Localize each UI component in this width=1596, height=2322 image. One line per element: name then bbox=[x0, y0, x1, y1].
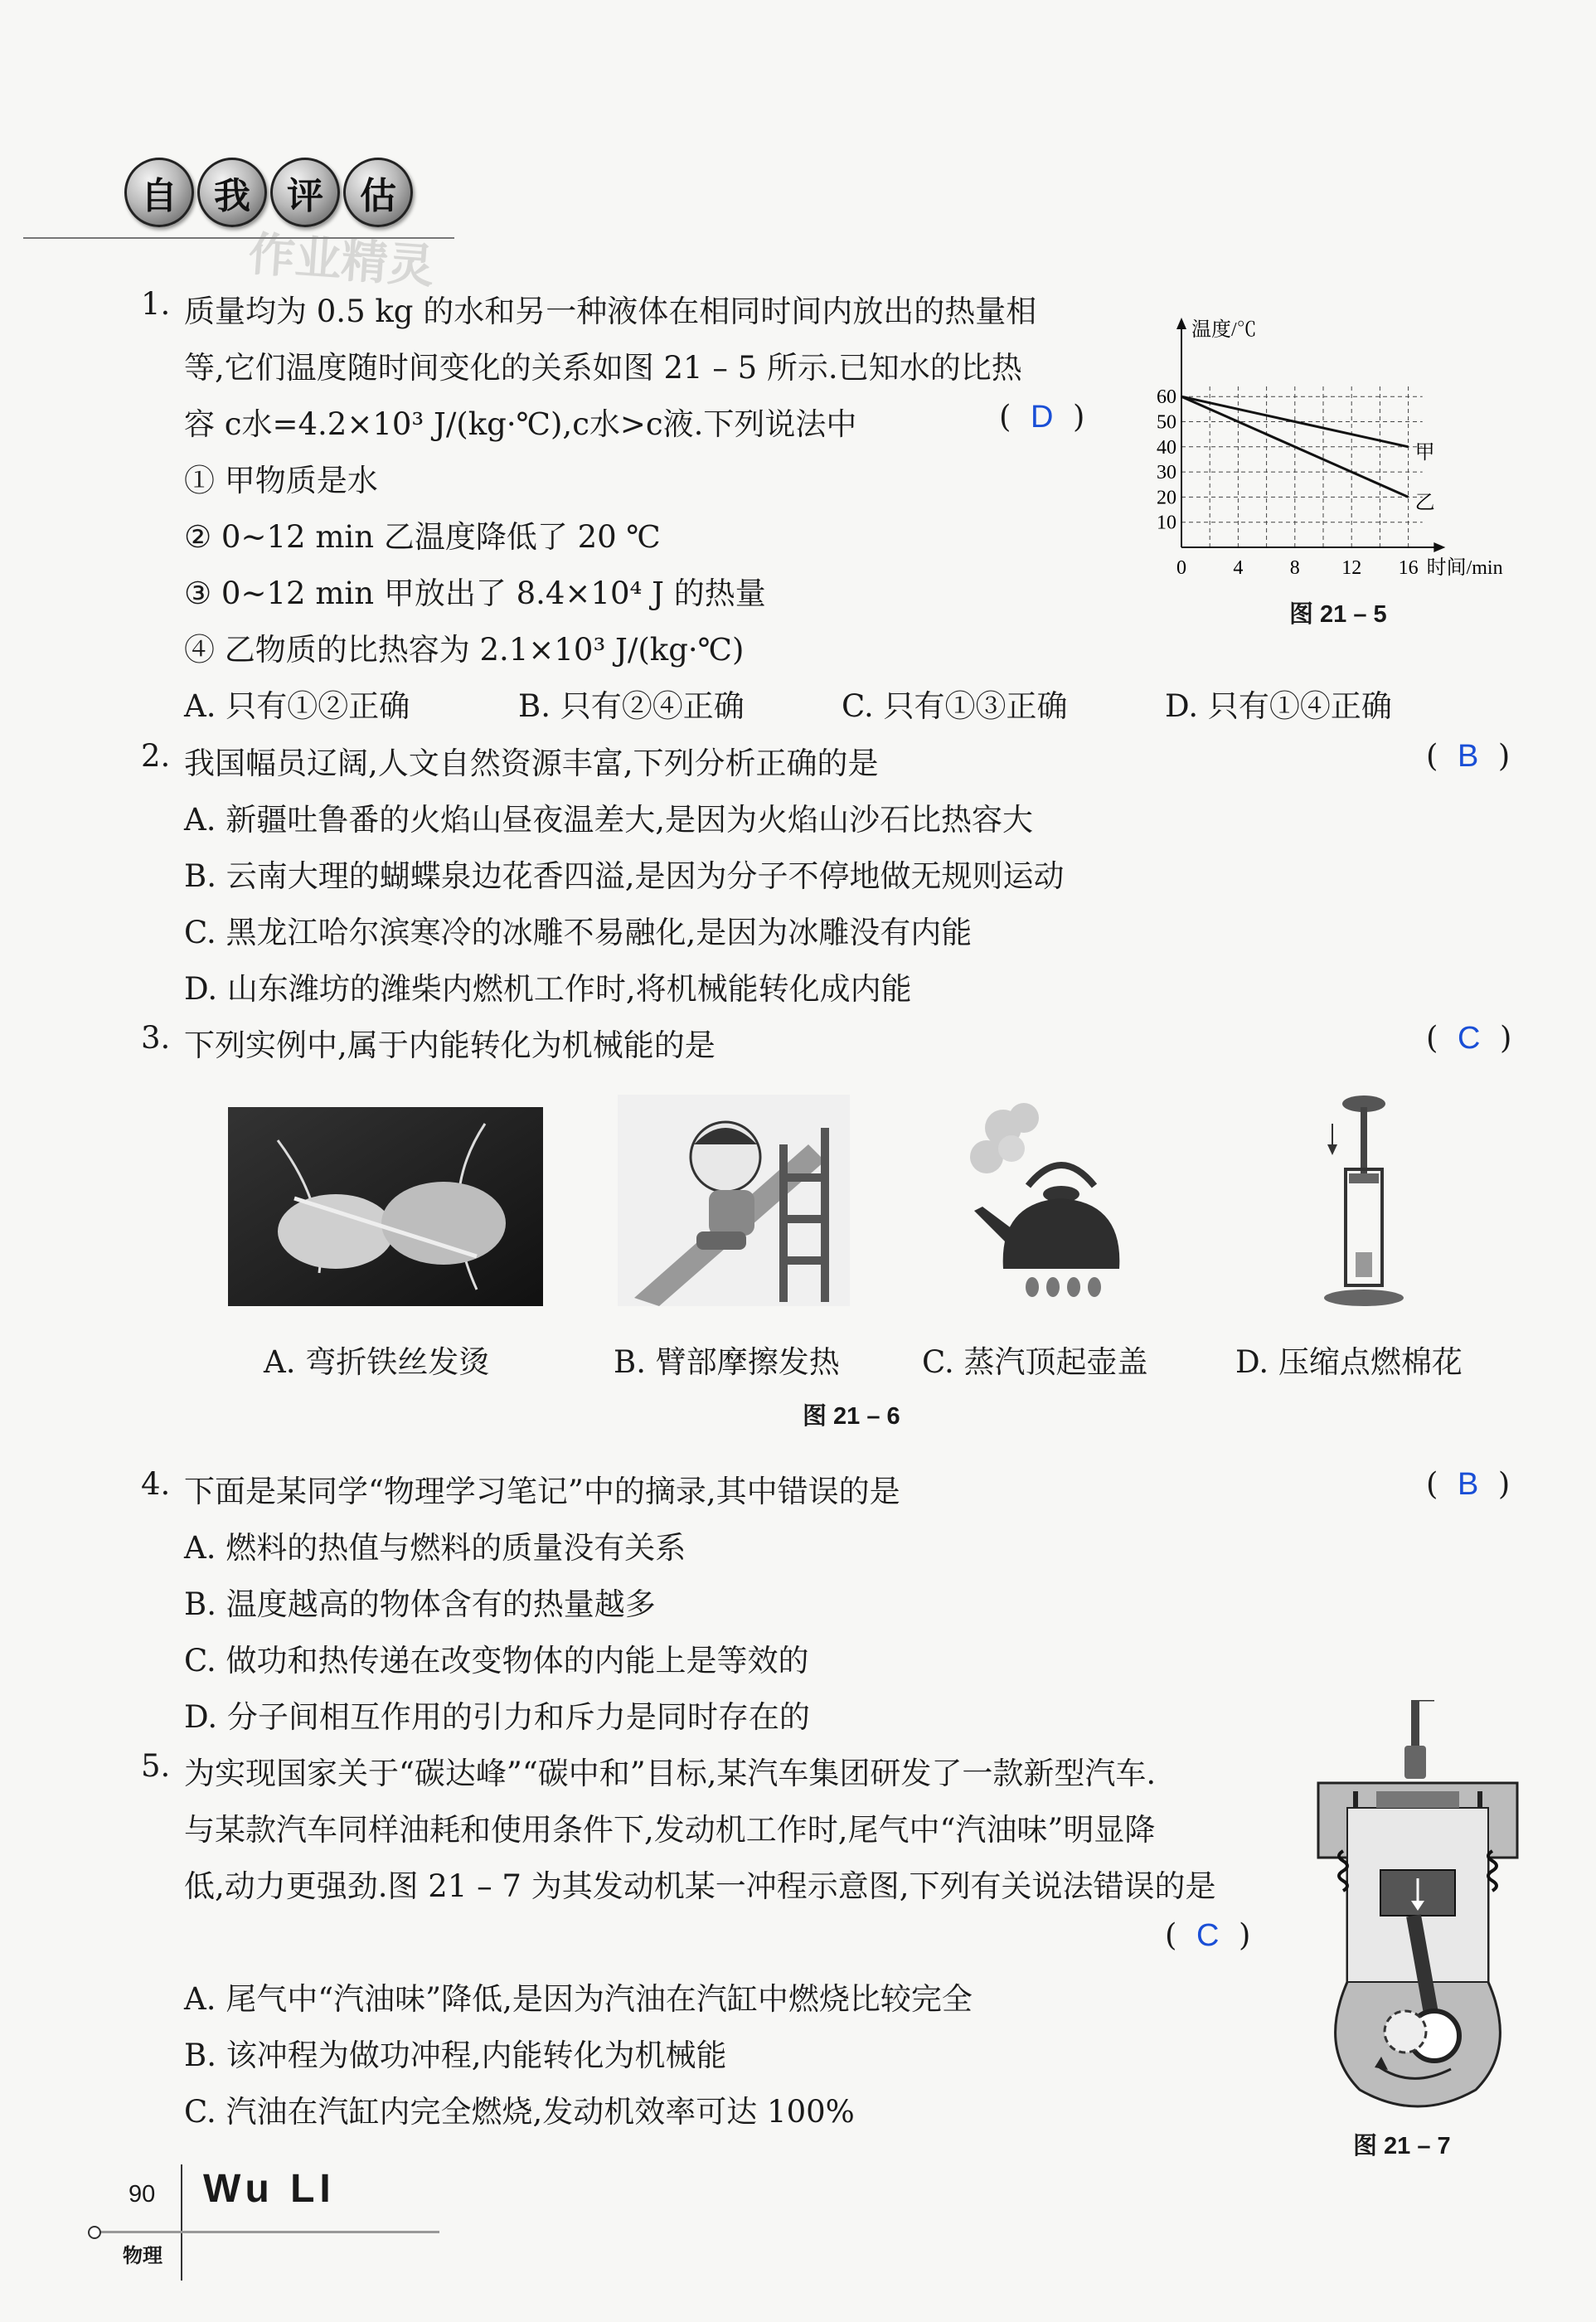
series-label: 乙 bbox=[1414, 492, 1435, 514]
q5-option: B. 该冲程为做功冲程,内能转化为机械能 bbox=[184, 2038, 727, 2073]
q1-statement: ③ 0~12 min 甲放出了 8.4×10⁴ J 的热量 bbox=[184, 576, 766, 611]
q3-number: 3. bbox=[141, 1020, 171, 1056]
q1-statement: ④ 乙物质的比热容为 2.1×10³ J/(kg·℃) bbox=[184, 632, 745, 668]
q1-number: 1. bbox=[141, 286, 171, 322]
page-number: 90 bbox=[129, 2181, 156, 2208]
header-badge: 自 bbox=[124, 158, 194, 227]
q1-statement: ② 0~12 min 乙温度降低了 20 ℃ bbox=[184, 519, 661, 555]
bending-wire-photo bbox=[228, 1107, 543, 1306]
footer-subject: 物理 bbox=[123, 2243, 163, 2267]
q1-statement: ① 甲物质是水 bbox=[184, 463, 378, 498]
y-tick-label: 50 bbox=[1157, 411, 1176, 434]
series-label: 甲 bbox=[1414, 441, 1435, 464]
fig-21-7-caption: 图 21 – 7 bbox=[1353, 2133, 1451, 2159]
q1-option: B. 只有②④正确 bbox=[518, 688, 745, 724]
q3-answer: ( C ) bbox=[1426, 1020, 1512, 1056]
q5-option: C. 汽油在汽缸内完全燃烧,发动机效率可达 100% bbox=[184, 2094, 855, 2130]
x-tick-label: 16 bbox=[1398, 557, 1419, 579]
q1-answer: ( D ) bbox=[999, 399, 1085, 435]
q3-stem: 下列实例中,属于内能转化为机械能的是 bbox=[184, 1027, 716, 1063]
q4-number: 4. bbox=[141, 1466, 171, 1502]
child-slide-illustration bbox=[618, 1095, 850, 1306]
y-tick-label: 40 bbox=[1157, 436, 1176, 459]
fig-21-5-caption: 图 21 – 5 bbox=[1289, 601, 1387, 628]
q2-option: C. 黑龙江哈尔滨寒冷的冰雕不易融化,是因为冰雕没有内能 bbox=[184, 915, 973, 950]
q3-caption-b: B. 臂部摩擦发热 bbox=[614, 1344, 840, 1380]
x-axis-label: 时间/min bbox=[1426, 557, 1503, 579]
q1-option: A. 只有①②正确 bbox=[184, 688, 410, 724]
q2-option: A. 新疆吐鲁番的火焰山昼夜温差大,是因为火焰山沙石比热容大 bbox=[184, 802, 1034, 838]
q1-stem-line: 等,它们温度随时间变化的关系如图 21 – 5 所示.已知水的比热 bbox=[184, 350, 1022, 386]
kettle-illustration bbox=[953, 1095, 1136, 1310]
header-badge: 我 bbox=[197, 158, 267, 227]
temperature-time-chart bbox=[1132, 311, 1521, 593]
header-badge: 估 bbox=[343, 158, 413, 227]
q4-option: C. 做功和热传递在改变物体的内能上是等效的 bbox=[184, 1643, 809, 1678]
q2-option: B. 云南大理的蝴蝶泉边花香四溢,是因为分子不停地做无规则运动 bbox=[184, 858, 1065, 894]
q1-option: D. 只有①④正确 bbox=[1165, 688, 1392, 724]
header-badge: 评 bbox=[270, 158, 340, 227]
x-tick-label: 12 bbox=[1341, 557, 1362, 579]
q4-option: B. 温度越高的物体含有的热量越多 bbox=[184, 1586, 656, 1622]
q4-option: D. 分子间相互作用的引力和斥力是同时存在的 bbox=[184, 1699, 810, 1735]
q2-option: D. 山东潍坊的潍柴内燃机工作时,将机械能转化成内能 bbox=[184, 971, 912, 1007]
y-tick-label: 20 bbox=[1157, 487, 1176, 509]
x-axis-arrow bbox=[1433, 542, 1445, 552]
x-tick-label: 8 bbox=[1289, 557, 1300, 579]
q2-number: 2. bbox=[141, 738, 171, 774]
q4-answer: ( B ) bbox=[1426, 1466, 1511, 1502]
q4-option: A. 燃料的热值与燃料的质量没有关系 bbox=[184, 1530, 686, 1566]
y-axis-arrow bbox=[1176, 318, 1186, 329]
q5-answer: ( C ) bbox=[1165, 1917, 1251, 1953]
q1-option: C. 只有①③正确 bbox=[842, 688, 1068, 724]
q1-stem-line: 质量均为 0.5 kg 的水和另一种液体在相同时间内放出的热量相 bbox=[184, 294, 1037, 329]
footer-brand: Wu LI bbox=[203, 2167, 336, 2211]
q5-stem-line: 与某款汽车同样油耗和使用条件下,发动机工作时,尾气中“汽油味”明显降 bbox=[184, 1812, 1156, 1848]
footer-divider bbox=[181, 2164, 182, 2281]
q1-stem-line: 容 c水=4.2×10³ J/(kg·℃),c水>c液.下列说法中 bbox=[184, 406, 857, 442]
y-tick-label: 10 bbox=[1157, 512, 1176, 534]
q5-option: A. 尾气中“汽油味”降低,是因为汽油在汽缸中燃烧比较完全 bbox=[184, 1981, 973, 2017]
y-tick-label: 30 bbox=[1157, 462, 1176, 484]
x-tick-label: 0 bbox=[1176, 557, 1186, 579]
q3-caption-d: D. 压缩点燃棉花 bbox=[1235, 1344, 1463, 1380]
x-tick-label: 4 bbox=[1233, 557, 1244, 579]
q4-stem: 下面是某同学“物理学习笔记”中的摘录,其中错误的是 bbox=[184, 1474, 900, 1509]
q3-caption-c: C. 蒸汽顶起壶盖 bbox=[922, 1344, 1148, 1380]
fig-21-6-caption: 图 21 – 6 bbox=[803, 1403, 900, 1430]
footer-rule bbox=[91, 2231, 439, 2233]
engine-stroke-diagram bbox=[1310, 1700, 1526, 2115]
y-tick-label: 60 bbox=[1157, 386, 1176, 409]
footer-dot bbox=[88, 2226, 101, 2239]
q2-answer: ( B ) bbox=[1426, 738, 1511, 774]
compression-cylinder-illustration bbox=[1314, 1091, 1414, 1314]
y-axis-label: 温度/℃ bbox=[1191, 319, 1257, 341]
q5-stem-line: 低,动力更强劲.图 21 – 7 为其发动机某一冲程示意图,下列有关说法错误的是 bbox=[184, 1868, 1216, 1904]
watermark: 作业精灵 bbox=[246, 226, 436, 294]
q2-stem: 我国幅员辽阔,人文自然资源丰富,下列分析正确的是 bbox=[184, 746, 879, 781]
q3-caption-a: A. 弯折铁丝发烫 bbox=[264, 1344, 490, 1380]
q5-stem-line: 为实现国家关于“碳达峰”“碳中和”目标,某汽车集团研发了一款新型汽车. bbox=[184, 1756, 1157, 1791]
q5-number: 5. bbox=[141, 1748, 171, 1784]
